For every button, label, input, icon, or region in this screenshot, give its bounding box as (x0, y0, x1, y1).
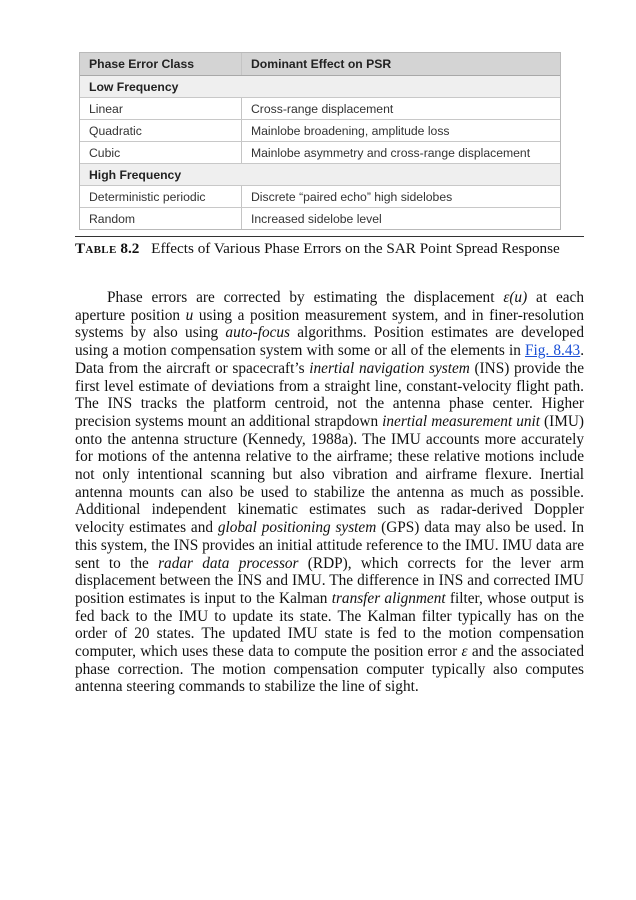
text-run: filter, whose output is fed back to the IMU to update its state. The Kalman filter typically has on the order of 20 states. The updated IMU state is fed to the motion compensation computer, which uses these data to compute the position error (75, 589, 584, 661)
term-transfer-alignment: transfer alignment (331, 589, 446, 607)
text-run: using a position measurement system, and in finer-resolution systems by also using (75, 306, 584, 342)
text-run: Phase errors are corrected by estimating the displacement (107, 289, 504, 306)
cell-effect: Discrete “paired echo” high sidelobes (242, 186, 561, 208)
column-header-dominant-effect: Dominant Effect on PSR (242, 53, 561, 76)
math-u: u (185, 306, 194, 324)
cell-class: Quadratic (80, 120, 242, 142)
group-title-high-frequency: High Frequency (80, 164, 560, 186)
cell-effect: Mainlobe broadening, amplitude loss (242, 120, 561, 142)
table-caption (75, 236, 584, 258)
table-row (80, 98, 560, 120)
caption-text: Effects of Various Phase Errors on the SAR Point Spread Response (151, 240, 560, 257)
body-paragraph (75, 289, 584, 696)
table-row (80, 208, 560, 230)
caption-number: 8.2 (120, 240, 140, 257)
phase-error-table (79, 52, 561, 230)
term-gps: global positioning system (217, 519, 377, 537)
column-header-phase-error-class: Phase Error Class (80, 53, 242, 76)
table-row (80, 120, 560, 142)
text-run: at each aperture position (75, 289, 584, 324)
table-header-row (80, 53, 560, 76)
text-run: (INS) provide the first level estimate of deviations from a straight line, constant-velocity flight path. The INS tracks the platform centroid, not the antenna phase center. Higher precision systems mount an additional strapdown (75, 359, 584, 430)
text-run: and the associated phase correction. The motion compensation computer typically also computes antenna steering commands to stabilize the line of sight. (75, 643, 584, 696)
text-run: (GPS) data may also be used. In this system, the INS provides an initial attitude reference to the IMU. IMU data are sent to the (75, 519, 584, 572)
text-run: . Data from the aircraft or spacecraft’s (75, 342, 585, 377)
term-rdp: radar data processor (158, 554, 299, 572)
text-run: (IMU) onto the antenna structure (Kennedy, 1988a). The IMU accounts more accurately for motions of the antenna relative to the airframe; these relative motions include not only intentional scanning but also vibration and airframe flexure. Inertial antenna mounts can also be used to stabilize the antenna as much as possible. Additional independent kinematic estimates such as radar-derived Doppler velocity estimates and (75, 412, 584, 537)
cell-class: Cubic (80, 142, 242, 164)
cell-class: Deterministic periodic (80, 186, 242, 208)
caption-label: Table (75, 240, 117, 257)
table-row (80, 186, 560, 208)
text-run: algorithms. Position estimates are developed using a motion compensation system with some or all of the elements in (75, 324, 584, 360)
cell-effect: Mainlobe asymmetry and cross-range displacement (242, 142, 561, 164)
table-group-row (80, 164, 560, 186)
cell-effect: Cross-range displacement (242, 98, 561, 120)
math-epsilon: ε (461, 643, 468, 661)
math-epsilon-u: ε(u) (503, 289, 528, 306)
term-imu: inertial measurement unit (382, 412, 541, 430)
cell-effect: Increased sidelobe level (251, 211, 382, 226)
table-group-row (80, 76, 560, 98)
cell-class: Linear (80, 98, 242, 120)
figure-link[interactable]: Fig. 8.43 (525, 342, 581, 360)
cell-class: Random (80, 208, 242, 230)
term-ins: inertial navigation system (309, 359, 470, 377)
term-auto-focus: auto-focus (225, 324, 291, 342)
group-title-low-frequency: Low Frequency (80, 76, 560, 98)
text-run: (RDP), which corrects for the lever arm displacement between the INS and IMU. The difference in INS and corrected IMU position estimates is input to the Kalman (75, 554, 584, 607)
table-row (80, 142, 560, 164)
